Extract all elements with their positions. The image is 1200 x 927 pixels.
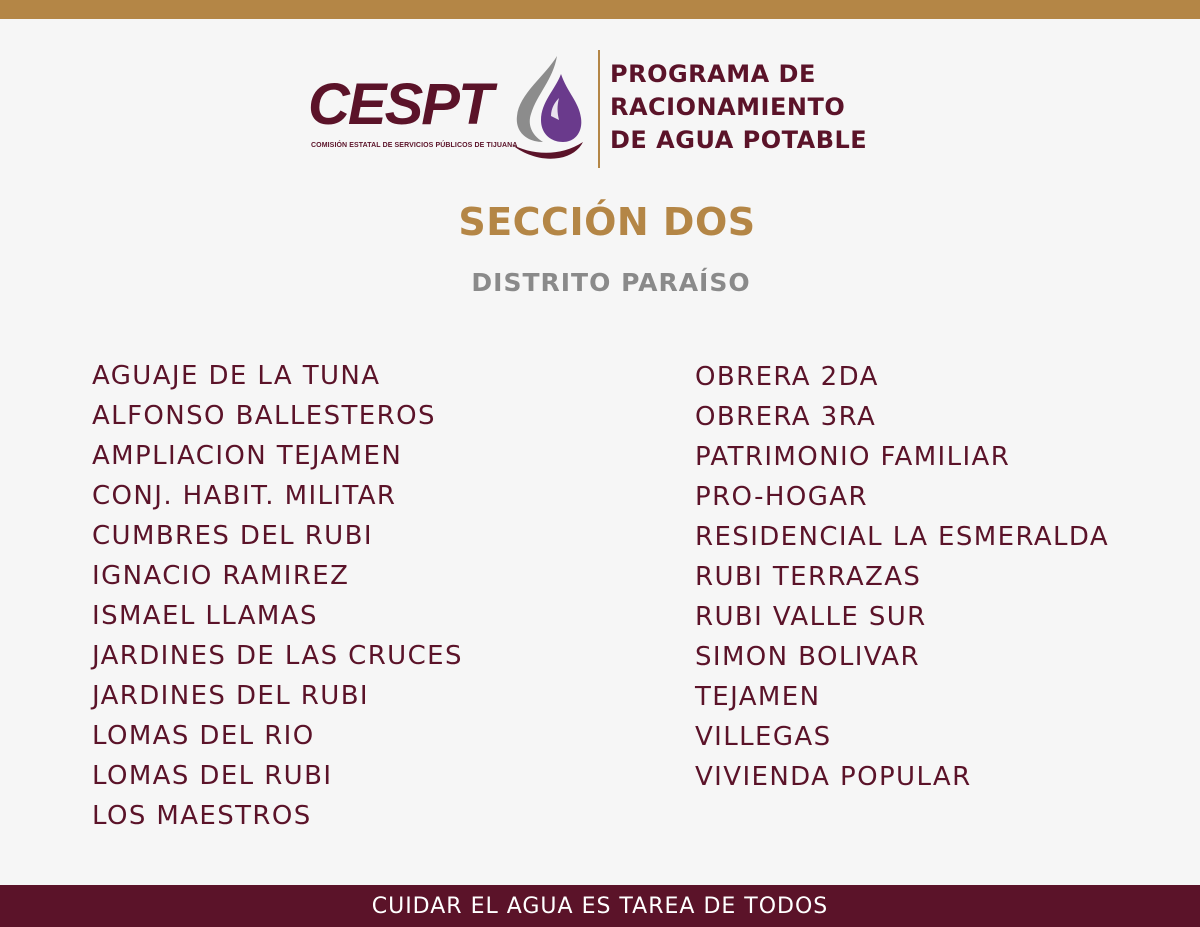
list-item: ISMAEL LLAMAS	[92, 601, 318, 631]
program-title-line-3: DE AGUA POTABLE	[610, 126, 868, 154]
program-title-line-2: RACIONAMIENTO	[610, 93, 846, 121]
district-name: DISTRITO PARAÍSO	[471, 268, 751, 297]
list-item: CUMBRES DEL RUBI	[92, 521, 373, 551]
list-item: TEJAMEN	[695, 682, 821, 712]
list-item: CONJ. HABIT. MILITAR	[92, 481, 397, 511]
list-item: IGNACIO RAMIREZ	[92, 561, 350, 591]
colonias-list-right	[695, 357, 1109, 797]
footer-slogan: CUIDAR EL AGUA ES TAREA DE TODOS	[371, 893, 829, 919]
list-item: OBRERA 3RA	[695, 402, 877, 432]
program-title-line-1: PROGRAMA DE	[610, 60, 816, 88]
list-item: RESIDENCIAL LA ESMERALDA	[695, 522, 1110, 552]
list-item: LOS MAESTROS	[92, 801, 312, 831]
list-item: OBRERA 2DA	[695, 362, 879, 392]
colonias-list-left	[92, 356, 463, 836]
list-item: VILLEGAS	[695, 722, 832, 752]
list-item: RUBI VALLE SUR	[695, 602, 927, 632]
list-item: LOMAS DEL RIO	[92, 721, 315, 751]
list-item: SIMON BOLIVAR	[695, 642, 920, 672]
header-divider	[598, 50, 600, 168]
list-item: VIVIENDA POPULAR	[695, 762, 972, 792]
list-item: LOMAS DEL RUBI	[92, 761, 333, 791]
section-title: SECCIÓN DOS	[458, 200, 756, 244]
list-item: AMPLIACION TEJAMEN	[92, 441, 403, 471]
list-item: JARDINES DEL RUBI	[92, 681, 369, 711]
cespt-logo	[305, 50, 590, 165]
list-item: AGUAJE DE LA TUNA	[92, 361, 381, 391]
list-item: JARDINES DE LAS CRUCES	[92, 641, 463, 671]
logo-subtitle: COMISIÓN ESTATAL DE SERVICIOS PÚBLICOS DE TIJUANA	[311, 142, 518, 149]
water-drop-icon	[505, 50, 595, 162]
list-item: PRO-HOGAR	[695, 482, 868, 512]
list-item: ALFONSO BALLESTEROS	[92, 401, 436, 431]
footer-bar	[0, 885, 1200, 927]
logo-wordmark: CESPT	[308, 72, 492, 137]
top-accent-bar	[0, 0, 1200, 19]
list-item: PATRIMONIO FAMILIAR	[695, 442, 1011, 472]
list-item: RUBI TERRAZAS	[695, 562, 922, 592]
program-title	[610, 58, 867, 157]
